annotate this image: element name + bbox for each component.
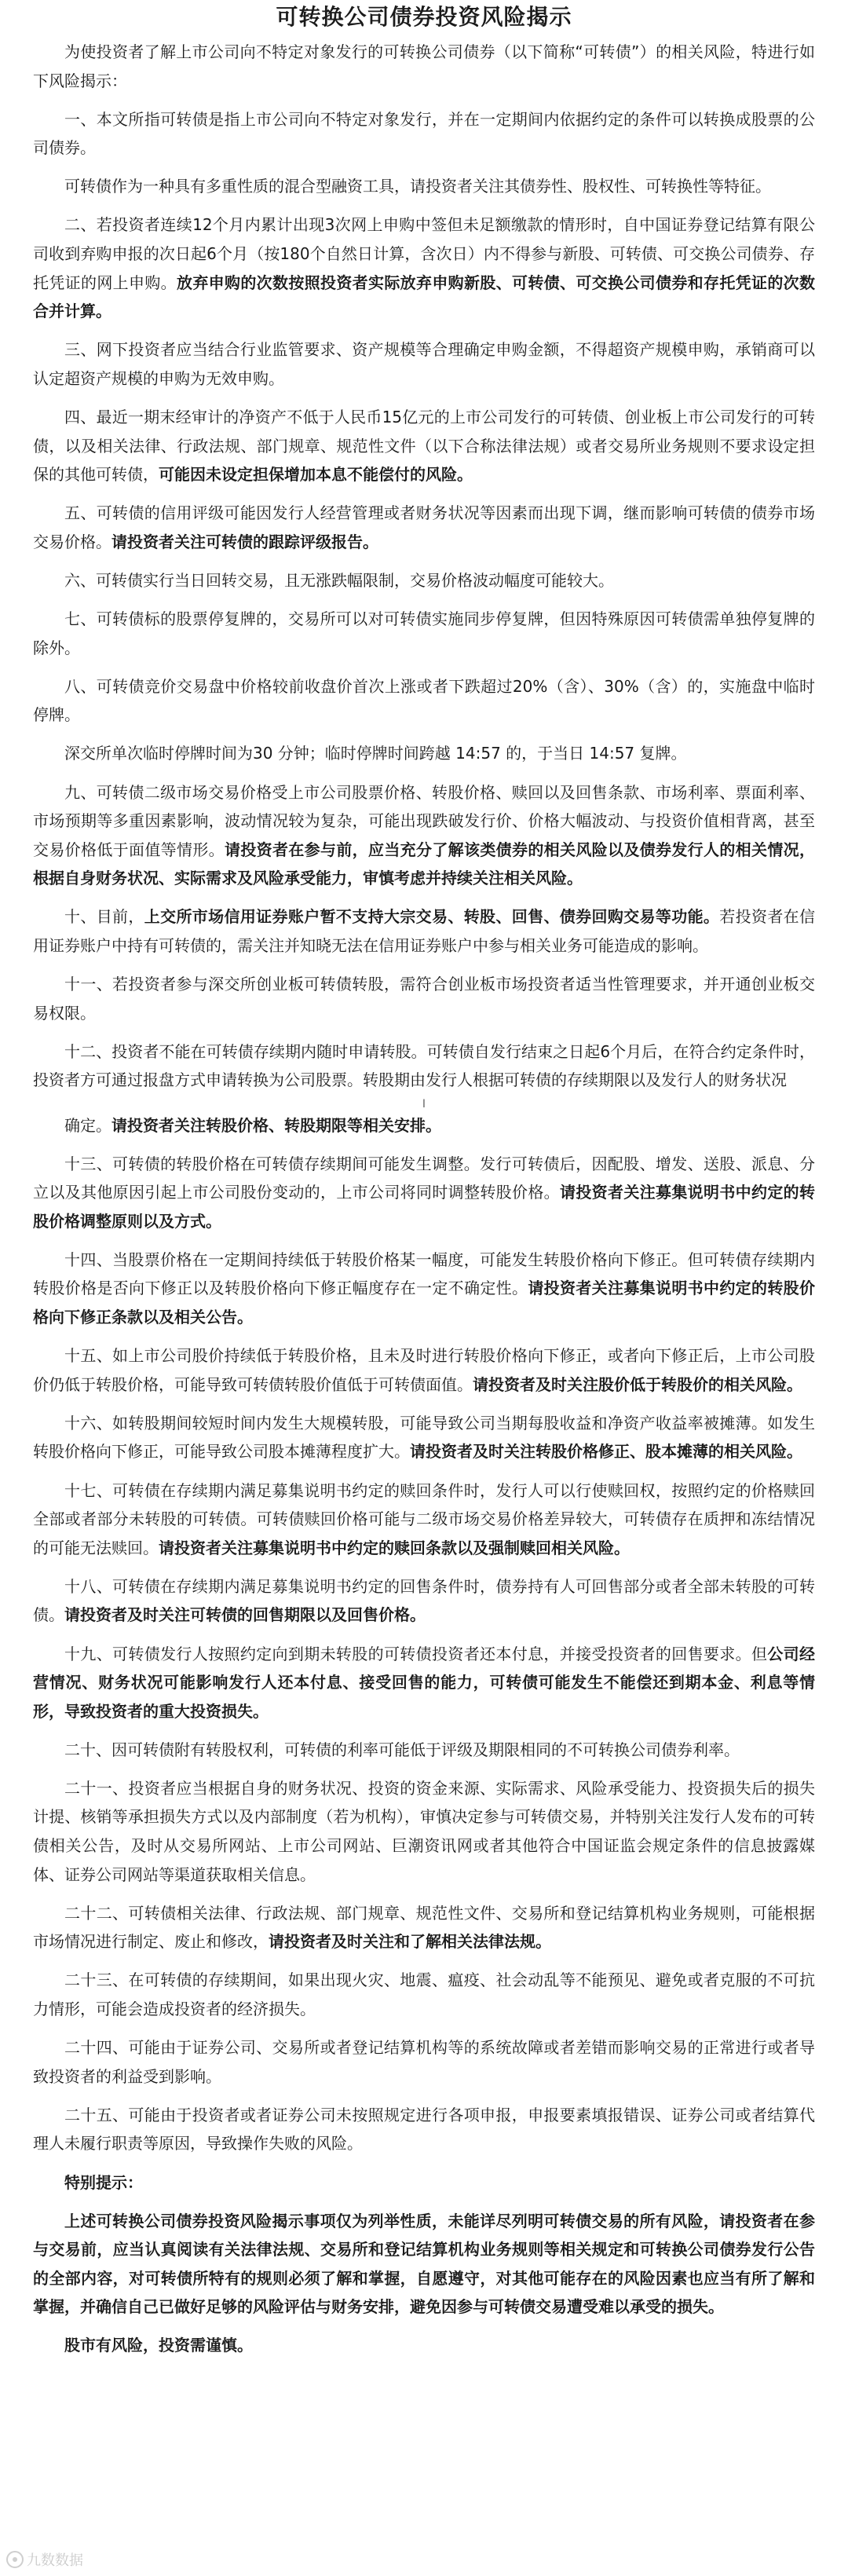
paragraph bbox=[33, 2168, 815, 2197]
text: 若投资者在信用证券账户中持有可转债的，需关注并知晓无法在信用证券账户中参与相关业务可能造成的影响。 bbox=[33, 907, 816, 956]
document-body bbox=[33, 38, 815, 2360]
paragraph bbox=[33, 672, 815, 730]
paragraph bbox=[33, 1037, 815, 1095]
text: 十八、可转债在存续期内满足募集说明书约定的回售条件时，债券持有人可回售部分或者全部未转股的可转债。 bbox=[33, 1576, 815, 1625]
text: 确定。 bbox=[64, 1115, 111, 1135]
cursor-mark: I bbox=[422, 1097, 426, 1111]
paragraph bbox=[33, 566, 815, 595]
text: 二十五、可能由于投资者或者证券公司未按照规定进行各项申报，申报要素填报错误、证券公司或者结算代理人未履行职责等原因，导致操作失败的风险。 bbox=[33, 2105, 815, 2153]
paragraph bbox=[33, 778, 815, 893]
text: 十三、可转债的转股价格在可转债存续期间可能发生调整。发行可转债后，因配股、增发、送股、派息、分立以及其他原因引起上市公司股份变动的，上市公司将同时调整转股价格。 bbox=[33, 1154, 815, 1202]
paragraph bbox=[33, 1774, 815, 1889]
paragraph bbox=[33, 1966, 815, 2023]
bold-text: 上交所市场信用证券账户暂不支持大宗交易、转股、回售、债券回购交易等功能。 bbox=[144, 907, 720, 927]
bold-text: 特别提示： bbox=[64, 2172, 143, 2192]
text: 二十四、可能由于证券公司、交易所或者登记结算机构等的系统故障或者差错而影响交易的正常进行或者导致投资者的利益受到影响。 bbox=[33, 2038, 815, 2086]
text: 十七、可转债在存续期内满足募集说明书约定的赎回条件时，发行人可以行使赎回权，按照约定的价格赎回全部或者部分未转股的可转债。可转债赎回价格可能与二级市场交易价格差异较大，可转债存在质押和冻结情况的可能无法赎回。 bbox=[33, 1480, 815, 1557]
text: 十二、投资者不能在可转债存续期内随时申请转股。可转债自发行结束之日起6个月后，在符合约定条件时，投资者方可通过报盘方式申请转换为公司股票。转股期由发行人根据可转债的存续期限以及发行人的财务状况 bbox=[33, 1041, 815, 1090]
paragraph bbox=[33, 105, 815, 163]
bold-text: 请投资者及时关注可转债的回售期限以及回售价格。 bbox=[64, 1605, 426, 1625]
paragraph bbox=[33, 970, 815, 1027]
text: 二十、因可转债附有转股权利，可转债的利率可能低于评级及期限相同的不可转换公司债券利率。 bbox=[64, 1740, 740, 1759]
paragraph bbox=[33, 1640, 815, 1726]
bold-text: 可能因未设定担保增加本息不能偿付的风险。 bbox=[159, 465, 473, 485]
text: 十四、当股票价格在一定期间持续低于转股价格某一幅度，可能发生转股价格向下修正。但可转债存续期内转股价格是否向下修正以及转股价格向下修正幅度存在一定不确定性。 bbox=[33, 1250, 815, 1298]
paragraph bbox=[33, 1572, 815, 1630]
paragraph bbox=[33, 1899, 815, 1956]
text: 七、可转债标的股票停复牌的，交易所可以对可转债实施同步停复牌，但因特殊原因可转债需单独停复牌的除外。 bbox=[33, 609, 815, 657]
bold-text: 请投资者及时关注股价低于转股价的相关风险。 bbox=[473, 1374, 802, 1394]
paragraph bbox=[33, 1409, 815, 1466]
bold-text: 上述可转换公司债券投资风险揭示事项仅为列举性质，未能详尽列明可转债交易的所有风险，请投资者在参与交易前，应当认真阅读有关法律法规、交易所和登记结算机构业务规则等相关规定和可转换公司债券发行公告的全部内容，对可转债所特有的规则必须了解和掌握，自愿遵守，对其他可能存在的风险因素也应当有所了解和掌握，并确信自己已做好足够的风险评估与财务安排，避免因参与可转债交易遭受难以承受的损失。 bbox=[33, 2211, 815, 2317]
paragraph bbox=[33, 210, 815, 325]
text: 二、若投资者连续12个月内累计出现3次网上申购中签但未足额缴款的情形时，自中国证券登记结算有限公司收到弃购申报的次日起6个月（按180个自然日计算，含次日）内不得参与新股、可转债、可交换公司债券、存托凭证的网上申购。 bbox=[33, 215, 815, 292]
watermark-text: 九数数据 bbox=[27, 2552, 83, 2569]
paragraph bbox=[33, 2033, 815, 2091]
paragraph bbox=[33, 2101, 815, 2158]
watermark bbox=[6, 2549, 83, 2570]
paragraph bbox=[33, 403, 815, 489]
text: 五、可转债的信用评级可能因发行人经营管理或者财务状况等因素而出现下调，继而影响可转债的债券市场交易价格。 bbox=[33, 503, 815, 551]
text: 六、可转债实行当日回转交易，且无涨跌幅限制，交易价格波动幅度可能较大。 bbox=[64, 571, 614, 590]
paragraph bbox=[33, 902, 815, 960]
bold-text: 请投资者及时关注转股价格修正、股本摊薄的相关风险。 bbox=[410, 1442, 802, 1462]
bold-text: 公司经营情况、财务状况可能影响发行人还本付息、接受回售的能力，可转债可能发生不能偿还到期本金、利息等情形，导致投资者的重大投资损失。 bbox=[33, 1644, 816, 1721]
text: 二十一、投资者应当根据自身的财务状况、投资的资金来源、实际需求、风险承受能力、投资损失后的损失计提、核销等承担损失方式以及内部制度（若为机构），审慎决定参与可转债交易，并特别关注发行人发布的可转债相关公告，及时从交易所网站、上市公司网站、巨潮资讯网或者其他符合中国证监会规定条件的信息披露媒体、证券公司网站等渠道获取相关信息。 bbox=[33, 1778, 815, 1884]
text: 十、目前， bbox=[64, 907, 144, 927]
bold-text: 请投资者关注募集说明书中约定的转股价格调整原则以及方式。 bbox=[33, 1183, 815, 1231]
watermark-logo-icon bbox=[6, 2551, 24, 2568]
text: 四、最近一期末经审计的净资产不低于人民币15亿元的上市公司发行的可转债、创业板上市公司发行的可转债，以及相关法律、行政法规、部门规章、规范性文件（以下合称法律法规）或者交易所业务规则不要求设定担保的其他可转债， bbox=[33, 408, 815, 485]
text: 深交所单次临时停牌时间为30 分钟；临时停牌时间跨越 14:57 的，于当日 14:57 复牌。 bbox=[64, 744, 687, 763]
paragraph bbox=[33, 38, 815, 95]
paragraph bbox=[33, 1736, 815, 1765]
text: 八、可转债竞价交易盘中价格较前收盘价首次上涨或者下跌超过20%（含）、30%（含）的，实施盘中临时停牌。 bbox=[33, 676, 815, 725]
document-title: 可转换公司债券投资风险揭示 bbox=[276, 4, 572, 30]
text: 二十二、可转债相关法律、行政法规、部门规章、规范性文件、交易所和登记结算机构业务规则，可能根据市场情况进行制定、废止和修改， bbox=[33, 1903, 815, 1952]
bold-text: 请投资者及时关注和了解相关法律法规。 bbox=[269, 1932, 551, 1952]
bold-text: 请投资者关注募集说明书中约定的赎回条款以及强制赎回相关风险。 bbox=[159, 1538, 630, 1557]
text: 可转债作为一种具有多重性质的混合型融资工具，请投资者关注其债券性、股权性、可转换性等特征。 bbox=[64, 177, 771, 196]
text: 为使投资者了解上市公司向不特定对象发行的可转换公司债券（以下简称“可转债”）的相关风险，特进行如下风险揭示： bbox=[33, 42, 815, 90]
text: 一、本文所指可转债是指上市公司向不特定对象发行，并在一定期间内依据约定的条件可以转换成股票的公司债券。 bbox=[33, 109, 815, 158]
paragraph bbox=[33, 1246, 815, 1332]
paragraph bbox=[33, 2207, 815, 2322]
bold-text: 请投资者在参与前，应当充分了解该类债券的相关风险以及债券发行人的相关情况，根据自身财务状况、实际需求及风险承受能力，审慎考虑并持续关注相关风险。 bbox=[33, 840, 815, 888]
text: 十九、可转债发行人按照约定向到期未转股的可转债投资者还本付息，并接受投资者的回售要求。但 bbox=[64, 1644, 768, 1663]
text: 九、可转债二级市场交易价格受上市公司股票价格、转股价格、赎回以及回售条款、市场利率、票面利率、市场预期等多重因素影响，波动情况较为复杂，可能出现跌破发行价、价格大幅波动、与投资价值相背离，甚至交易价格低于面值等情形。 bbox=[33, 782, 815, 859]
text: 十一、若投资者参与深交所创业板可转债转股，需符合创业板市场投资者适当性管理要求，并开通创业板交易权限。 bbox=[33, 975, 815, 1023]
paragraph bbox=[33, 1341, 815, 1399]
paragraph bbox=[33, 605, 815, 662]
paragraph bbox=[33, 1111, 815, 1140]
paragraph bbox=[33, 1150, 815, 1236]
text: 三、网下投资者应当结合行业监管要求、资产规模等合理确定申购金额，不得超资产规模申购，承销商可以认定超资产规模的申购为无效申购。 bbox=[33, 340, 815, 388]
paragraph bbox=[33, 739, 815, 768]
bold-text: 请投资者关注可转债的跟踪评级报告。 bbox=[111, 532, 378, 551]
bold-text: 放弃申购的次数按照投资者实际放弃申购新股、可转债、可交换公司债券和存托凭证的次数合并计算。 bbox=[33, 273, 815, 321]
bold-text: 股市有风险，投资需谨慎。 bbox=[64, 2336, 253, 2355]
paragraph bbox=[33, 499, 815, 556]
paragraph bbox=[33, 2331, 815, 2360]
text: 十六、如转股期间较短时间内发生大规模转股，可能导致公司当期每股收益和净资产收益率被摊薄。如发生转股价格向下修正，可能导致公司股本摊薄程度扩大。 bbox=[33, 1413, 815, 1462]
text: 二十三、在可转债的存续期间，如果出现火灾、地震、瘟疫、社会动乱等不能预见、避免或者克服的不可抗力情形，可能会造成投资者的经济损失。 bbox=[33, 1970, 815, 2019]
text: 十五、如上市公司股价持续低于转股价格，且未及时进行转股价格向下修正，或者向下修正后，上市公司股价仍低于转股价格，可能导致可转债转股价值低于可转债面值。 bbox=[33, 1346, 815, 1394]
paragraph bbox=[33, 1476, 815, 1563]
paragraph bbox=[33, 172, 815, 201]
paragraph bbox=[33, 335, 815, 393]
bold-text: 请投资者关注募集说明书中约定的转股价格向下修正条款以及相关公告。 bbox=[33, 1279, 816, 1327]
bold-text: 请投资者关注转股价格、转股期限等相关安排。 bbox=[111, 1115, 441, 1135]
